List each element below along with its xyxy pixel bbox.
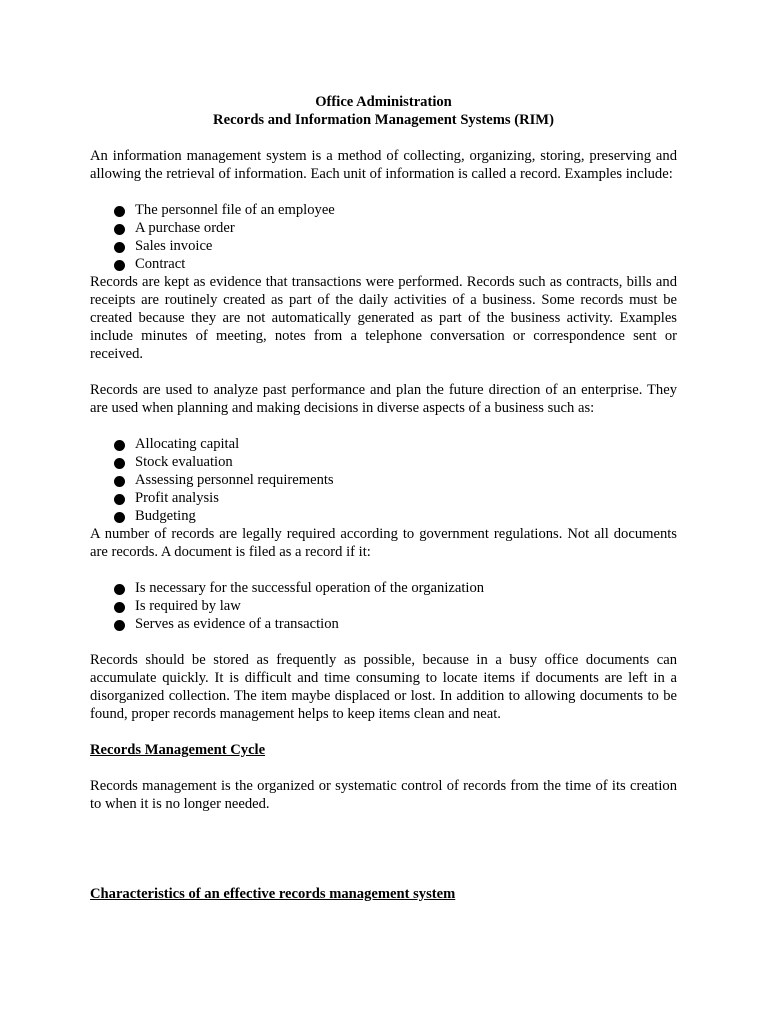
decisions-list: [90, 435, 677, 525]
list-item-text: Is necessary for the successful operation of the organization: [135, 580, 485, 596]
list-item-text: Assessing personnel requirements: [135, 472, 334, 488]
bullet-icon: [114, 206, 125, 217]
list-item-text: Budgeting: [135, 508, 196, 524]
list-item-text: Contract: [135, 256, 186, 272]
bullet-icon: [114, 476, 125, 487]
list-item: [114, 255, 677, 273]
examples-list: [90, 201, 677, 273]
bullet-icon: [114, 512, 125, 523]
bullet-icon: [114, 494, 125, 505]
legal-paragraph: A number of records are legally required according to government regulations. Not all documents are records. A document is filed as a record if it:: [90, 526, 677, 560]
evidence-paragraph: Records are kept as evidence that transactions were performed. Records such as contracts, bills and receipts are routinely created as part of the daily activities of a business. Some records must be created because they are not automatically generated as part of the business activity. Examples include minutes of meeting, notes from a telephone conversation or correspondence sent or received.: [90, 274, 677, 362]
spacer: [90, 363, 677, 381]
characteristics-heading: Characteristics of an effective records management system: [90, 886, 456, 902]
list-item-text: Is required by law: [135, 598, 241, 614]
bullet-icon: [114, 440, 125, 451]
bullet-icon: [114, 260, 125, 271]
list-item: [114, 579, 677, 597]
list-item-text: Serves as evidence of a transaction: [135, 616, 339, 632]
list-item-text: Sales invoice: [135, 238, 213, 254]
spacer: [90, 723, 677, 741]
list-item-text: A purchase order: [135, 220, 235, 236]
list-item: [114, 237, 677, 255]
list-item: [114, 435, 677, 453]
list-item-text: Allocating capital: [135, 436, 240, 452]
document-page: [90, 93, 677, 903]
spacer: [90, 417, 677, 435]
spacer: [90, 849, 677, 867]
spacer: [90, 867, 677, 885]
list-item-text: The personnel file of an employee: [135, 202, 335, 218]
document-subtitle: Records and Information Management Systems (RIM): [213, 112, 554, 128]
cycle-heading: Records Management Cycle: [90, 742, 266, 758]
list-item: [114, 615, 677, 633]
list-item: [114, 219, 677, 237]
list-item: [114, 507, 677, 525]
bullet-icon: [114, 242, 125, 253]
storage-paragraph: Records should be stored as frequently as possible, because in a busy office documents can accumulate quickly. It is difficult and time consuming to locate items if documents are left in a disorganized collection. The item maybe displaced or lost. In addition to allowing documents to be found, proper records management helps to keep items clean and neat.: [90, 652, 677, 722]
record-criteria-list: [90, 579, 677, 633]
spacer: [90, 633, 677, 651]
list-item: [114, 453, 677, 471]
spacer: [90, 831, 677, 849]
bullet-icon: [114, 602, 125, 613]
intro-paragraph: An information management system is a method of collecting, organizing, storing, preserving and allowing the retrieval of information. Each unit of information is called a record. Examples include:: [90, 148, 677, 182]
list-item: [114, 597, 677, 615]
cycle-paragraph: Records management is the organized or systematic control of records from the time of its creation to when it is no longer needed.: [90, 778, 677, 812]
spacer: [90, 561, 677, 579]
bullet-icon: [114, 620, 125, 631]
list-item-text: Stock evaluation: [135, 454, 233, 470]
list-item-text: Profit analysis: [135, 490, 219, 506]
spacer: [90, 759, 677, 777]
list-item: [114, 471, 677, 489]
bullet-icon: [114, 584, 125, 595]
list-item: [114, 201, 677, 219]
list-item: [114, 489, 677, 507]
spacer: [90, 129, 677, 147]
analysis-paragraph: Records are used to analyze past performance and plan the future direction of an enterprise. They are used when planning and making decisions in diverse aspects of a business such as:: [90, 382, 677, 416]
bullet-icon: [114, 458, 125, 469]
document-title: Office Administration: [315, 94, 452, 110]
spacer: [90, 183, 677, 201]
bullet-icon: [114, 224, 125, 235]
spacer: [90, 813, 677, 831]
